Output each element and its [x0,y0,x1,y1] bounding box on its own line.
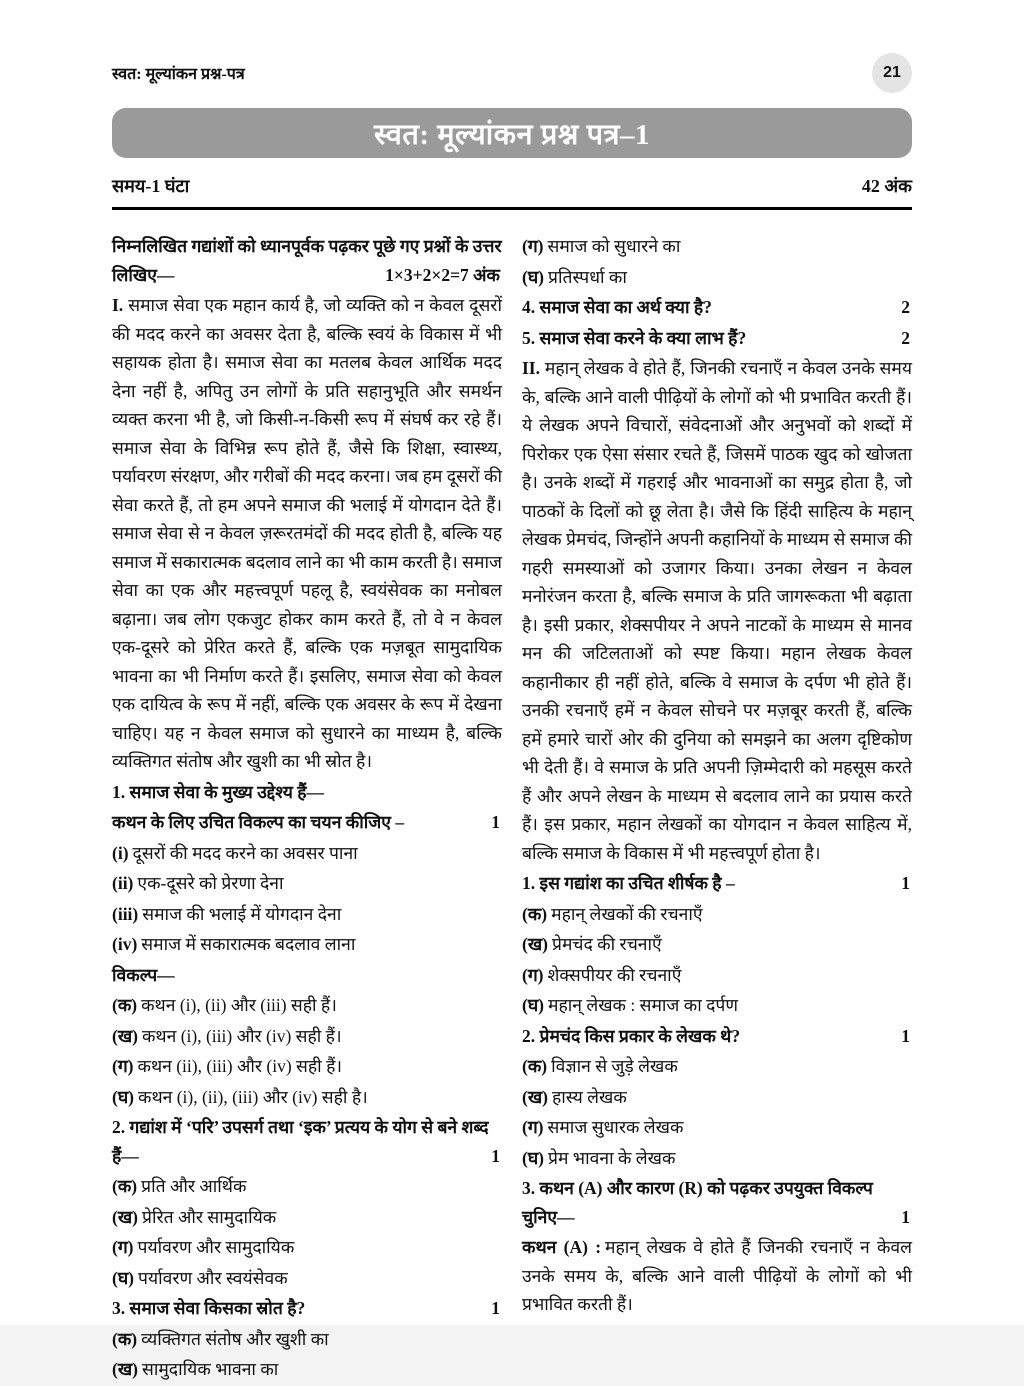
option-text: व्यक्तिगत संतोष और खुशी का [141,1328,329,1349]
passage [522,354,912,867]
title-banner [112,108,912,158]
passage-text: महान् लेखक वे होते हैं, जिनकी रचनाएँ न केवल उनके समय के, बल्कि आने वाली पीढ़ियों के लोगों को भी प्रभावित करती हैं। ये लेखक अपने विचारों, संवेदनाओं और अनुभवों को शब्दों में पिरोकर एक ऐसा संसार रचते हैं, जिसमें पाठक खुद को खोजता है। उनके शब्दों में गहराई और भावनाओं का समुद्र होता है, जो पाठकों के दिलों को छू लेता है। जैसे कि हिंदी साहित्य के महान् लेखक प्रेमचंद, जिन्होंने अपनी कहानियों के माध्यम से समाज की गहरी समस्याओं को उजागर किया। उनका लेखन न केवल मनोरंजन करता है, बल्कि समाज के प्रति जागरूकता भी बढ़ाता है। इसी प्रकार, शेक्सपीयर ने अपने नाटकों के माध्यम से मानव मन की जटिलताओं को स्पष्ट किया। महान लेखक केवल कहानीकार ही नहीं होते, बल्कि वे समाज के दर्पण भी होते हैं। उनकी रचनाएँ हमें न केवल सोचने पर मज़बूर करती हैं, बल्कि हमें हमारे चारों ओर की दुनिया को समझने का अलग दृष्टिकोण भी देती हैं। वे समाज के प्रति अपनी ज़िम्मेदारी को महसूस करते हैं और अपने लेखन के माध्यम से बदलाव लाने का प्रयास करते हैं। इस प्रकार, महान लेखकों का योगदान न केवल साहित्य में, बल्कि समाज के विकास में भी महत्त्वपूर्ण होता है। [522,358,913,863]
option-label: (ग) [522,236,544,256]
question-heading [112,961,502,990]
question-heading [522,293,912,322]
marks-value: 1 [491,1298,500,1318]
page-number-badge [872,53,912,93]
question-text: विकल्प— [112,964,175,985]
exam-meta-row [112,174,912,210]
marks-value: 1 [901,873,910,893]
page-number: 21 [883,64,901,81]
option-label: (घ) [112,1086,134,1107]
option-text: समाज को सुधारने का [547,236,681,256]
option-text: हास्य लेखक [551,1086,627,1107]
left-column [112,230,502,1386]
marks-value: 2 [901,327,910,348]
marks-value: 1 [901,1206,910,1227]
two-column-body [112,230,912,1386]
option-label: (ग) [522,1117,544,1137]
option-item [522,900,912,929]
passage-label: II. [522,358,540,378]
option-text: कथन (i), (ii) और (iii) सही हैं। [141,995,337,1015]
option-item [112,991,502,1020]
option-item [522,263,912,292]
passage-label: I. [112,295,124,315]
option-label: (ग) [522,964,544,985]
option-label: (क) [522,1056,548,1076]
assertion-statement [522,1233,912,1319]
option-text: समाज की भलाई में योगदान देना [142,903,342,924]
question-heading [522,869,912,898]
section-instruction [112,232,502,289]
option-text: प्रेमचंद की रचनाएँ [551,934,662,954]
question-text: 5. समाज सेवा करने के क्या लाभ हैं? [522,327,747,348]
option-text: प्रतिस्पर्धा का [548,266,627,287]
option-text: शेक्सपीयर की रचनाएँ [547,964,682,985]
option-item [522,930,912,959]
option-item [522,1144,912,1173]
option-label: (iii) [112,903,139,924]
option-label: (ग) [112,1056,134,1076]
question-text: कथन के लिए उचित विकल्प का चयन कीजिए – [112,812,405,832]
question-heading [522,324,912,353]
question-heading [522,1174,912,1231]
option-item [112,1325,502,1354]
option-label: (ख) [522,1086,548,1107]
option-text: पर्यावरण और सामुदायिक [137,1237,295,1257]
question-heading [112,778,502,807]
option-label: (iv) [112,934,138,954]
option-label: (ख) [522,934,548,954]
option-text: कथन (i), (ii), (iii) और (iv) सही है। [138,1086,368,1107]
time-allowed: समय-1 घंटा [112,176,190,196]
option-item [522,232,912,261]
statement-text: महान् लेखक वे होते हैं जिनकी रचनाएँ न केवल उनके समय के, बल्कि आने वाली पीढ़ियों के लोगों को भी प्रभावित करती हैं। [522,1237,912,1314]
option-item [522,991,912,1020]
passage-text: समाज सेवा एक महान कार्य है, जो व्यक्ति को न केवल दूसरों की मदद करने का अवसर देता है, बल्कि स्वयं के विकास में भी सहायक होता है। समाज सेवा का मतलब केवल आर्थिक मदद देना नहीं है, अपितु उन लोगों के प्रति सहानुभूति और समर्थन व्यक्त करना भी है, जो किसी-न-किसी रूप में संघर्ष कर रहे हैं। समाज सेवा के विभिन्न रूप होते हैं, जैसे कि शिक्षा, स्वास्थ्य, पर्यावरण संरक्षण, और गरीबों की मदद करना। जब हम दूसरों की सेवा करते हैं, तो हम अपने समाज की भलाई में योगदान देते हैं। समाज सेवा से न केवल ज़रूरतमंदों की मदद होती है, बल्कि यह समाज में सकारात्मक बदलाव लाने का भी काम करती है। समाज सेवा का एक और महत्त्वपूर्ण पहलू है, स्वयंसेवक का मनोबल बढ़ाना। जब लोग एकजुट होकर काम करते हैं, तो वे न केवल एक-दूसरे को प्रेरित करते हैं, बल्कि एक मज़बूत सामुदायिक भावना का भी निर्माण करते हैं। इसलिए, समाज सेवा को केवल एक दायित्व के रूप में नहीं, बल्कि एक अवसर के रूप में देखना चाहिए। यह न केवल समाज को सुधारने का माध्यम है, बल्कि व्यक्तिगत संतोष और खुशी का भी स्रोत है। [112,295,502,771]
option-text: समाज में सकारात्मक बदलाव लाना [141,934,356,954]
marks-value: 1×3+2×2=7 अंक [385,264,500,285]
option-item [112,900,502,929]
option-item [112,1233,502,1262]
statement-label: कथन (A) : [522,1237,602,1257]
option-item [112,1083,502,1112]
question-heading [522,1022,912,1051]
option-text: महान् लेखक : समाज का दर्पण [548,995,739,1015]
option-label: (घ) [522,266,544,287]
option-text: एक-दूसरे को प्रेरणा देना [137,873,284,893]
option-text: पर्यावरण और स्वयंसेवक [138,1267,288,1288]
option-text: कथन (ii), (iii) और (iv) सही हैं। [137,1056,343,1076]
total-marks: 42 अंक [861,176,912,196]
question-heading [112,1113,502,1170]
question-text: 3. समाज सेवा किसका स्रोत है? [112,1298,306,1318]
option-item [112,1203,502,1232]
option-text: विज्ञान से जुड़े लेखक [551,1056,678,1076]
running-header: स्वत: मूल्यांकन प्रश्न-पत्र [112,66,245,83]
option-label: (क) [112,1328,138,1349]
option-label: (घ) [522,995,544,1015]
marks-value: 1 [901,1025,910,1046]
option-label: (घ) [522,1147,544,1168]
option-label: (ख) [112,1359,138,1379]
option-item [522,1052,912,1081]
option-item [112,1264,502,1293]
question-heading [112,1294,502,1323]
option-text: प्रेरित और सामुदायिक [141,1206,277,1227]
option-item [112,1172,502,1201]
option-text: दूसरों की मदद करने का अवसर पाना [132,842,358,863]
marks-value: 2 [901,297,910,317]
option-text: कथन (i), (iii) और (iv) सही हैं। [141,1025,342,1046]
option-item [112,930,502,959]
question-text: 2. गद्यांश में ‘परि’ उपसर्ग तथा ‘इक’ प्रत्यय के योग से बने शब्द हैं— [112,1117,489,1166]
question-text: 1. समाज सेवा के मुख्य उद्देश्य हैं— [112,781,325,802]
question-text: 4. समाज सेवा का अर्थ क्या है? [522,297,712,317]
option-label: (क) [112,1176,138,1196]
option-item [522,961,912,990]
question-heading [112,808,502,837]
option-text: सामुदायिक भावना का [141,1359,279,1379]
option-item [112,1355,502,1384]
option-item [112,869,502,898]
marks-value: 1 [491,1145,500,1166]
option-text: महान् लेखकों की रचनाएँ [551,903,703,924]
option-label: (ग) [112,1237,134,1257]
option-text: प्रेम भावना के लेखक [548,1147,676,1168]
option-item [112,839,502,868]
option-label: (ii) [112,873,134,893]
question-text: निम्नलिखित गद्यांशों को ध्यानपूर्वक पढ़कर पूछे गए प्रश्नों के उत्तर लिखिए— [112,236,502,285]
option-label: (क) [112,995,138,1015]
question-text: 2. प्रेमचंद किस प्रकार के लेखक थे? [522,1025,741,1046]
option-label: (घ) [112,1267,134,1288]
option-item [522,1113,912,1142]
option-item [522,1083,912,1112]
option-item [112,1022,502,1051]
page-header-row [112,52,912,94]
option-text: प्रति और आर्थिक [141,1176,247,1196]
option-label: (ख) [112,1206,138,1227]
passage [112,291,502,776]
marks-value: 1 [491,812,500,832]
option-label: (क) [522,903,548,924]
question-text: 1. इस गद्यांश का उचित शीर्षक है – [522,873,735,893]
question-text: 3. कथन (A) और कारण (R) को पढ़कर उपयुक्त विकल्प चुनिए— [522,1178,873,1227]
option-text: समाज सुधारक लेखक [547,1117,684,1137]
option-label: (ख) [112,1025,138,1046]
page-title: स्वत: मूल्यांकन प्रश्न पत्र–1 [373,118,651,151]
option-item [112,1052,502,1081]
right-column [522,230,912,1386]
option-label: (i) [112,842,129,863]
